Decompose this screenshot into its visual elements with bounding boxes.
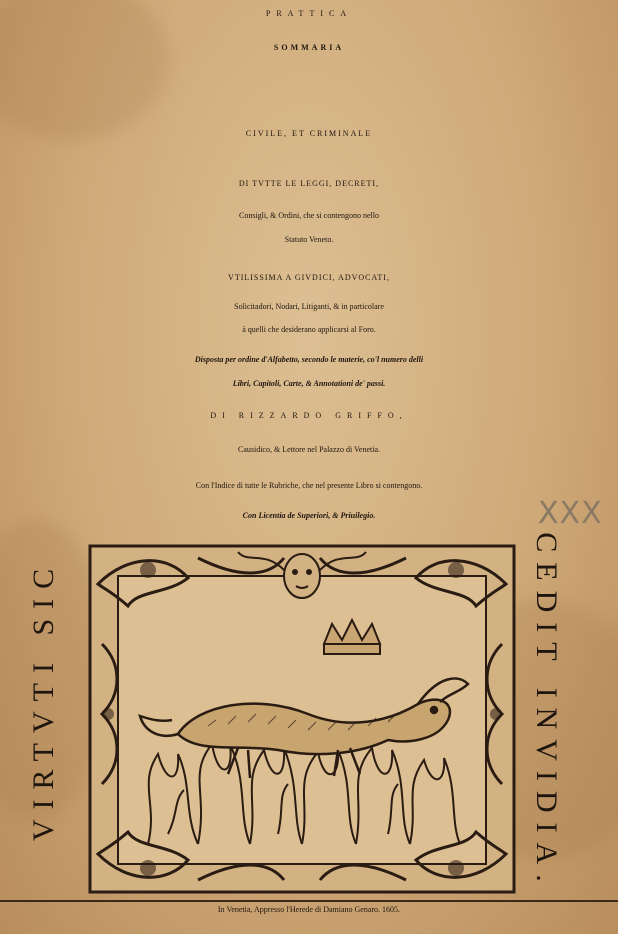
imprint: In Venetia, Appresso l'Herede di Damiano Genaro. 1605. bbox=[217, 905, 401, 914]
printers-device-salamander-icon bbox=[88, 544, 516, 894]
motto-right: CEDIT INVIDIA. bbox=[530, 532, 563, 892]
index-note: Con l'Indice di tutte le Rubriche, che nel presente Libro si contengono. bbox=[195, 481, 423, 490]
imprint-rule bbox=[0, 900, 618, 902]
license-note: Con Licentia de Superiori, & Priuilegio. bbox=[242, 511, 376, 520]
title-prattica: PRATTICA bbox=[265, 9, 353, 18]
subtitle-statuto: Statuto Veneto. bbox=[284, 235, 334, 244]
author-name: DI RIZZARDO GRIFFO, bbox=[210, 411, 408, 420]
subtitle-consigli: Consigli, & Ordini, che si contengono nello bbox=[239, 211, 379, 220]
subtitle-leggi: DI TVTTE LE LEGGI, DECRETI, bbox=[238, 179, 380, 188]
audience-heading: VTILISSIMA A GIVDICI, ADVOCATI, bbox=[228, 273, 390, 282]
audience-line-1: Solicitadori, Nodari, Litiganti, & in particolare bbox=[234, 302, 384, 311]
motto-left: VIRTVTI SIC bbox=[27, 558, 60, 842]
title-sommaria: SOMMARIA bbox=[273, 43, 345, 52]
title-civile-criminale: CIVILE, ET CRIMINALE bbox=[245, 129, 373, 138]
handwritten-annotation: XXX bbox=[538, 496, 603, 531]
arrangement-line-2: Libri, Capitoli, Carte, & Annotationi de' passi. bbox=[232, 379, 386, 388]
arrangement-line-1: Disposta per ordine d'Alfabetto, secondo le materie, co'l numero delli bbox=[194, 355, 424, 364]
audience-line-2: à quelli che desiderano applicarsi al Foro. bbox=[242, 325, 376, 334]
author-role: Causidico, & Lettore nel Palazzo di Venetia. bbox=[237, 445, 381, 454]
paper-stain bbox=[0, 0, 170, 140]
